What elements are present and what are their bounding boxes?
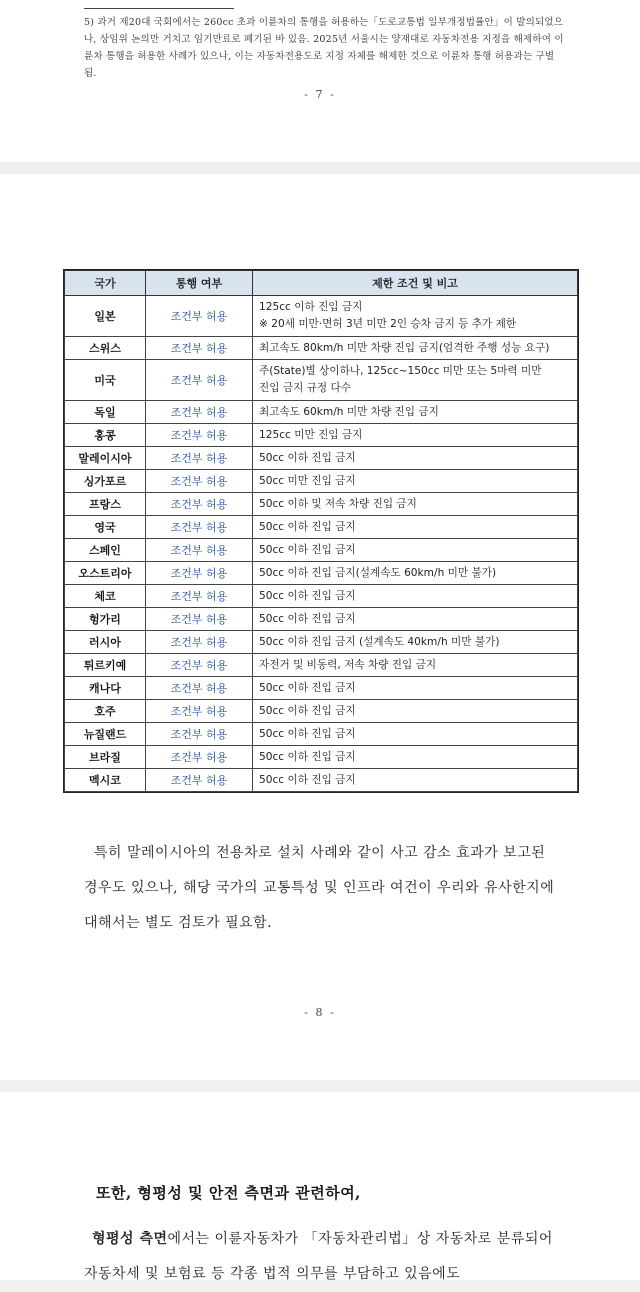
notes-cell [253,700,578,723]
table-row [65,493,578,516]
table-header-row [65,271,578,296]
note-line: 125cc 이하 진입 금지 [259,301,363,313]
country-cell: 스위스 [65,337,146,360]
table-row [65,700,578,723]
notes-cell [253,296,578,337]
note-line: 50cc 이하 진입 금지 (설계속도 40km/h 미만 불가) [259,635,500,648]
status-cell: 조건부 허용 [146,447,253,470]
status-cell: 조건부 허용 [146,746,253,769]
note-line: 125cc 미만 진입 금지 [259,428,363,441]
status-cell: 조건부 허용 [146,401,253,424]
table-row [65,424,578,447]
status-cell: 조건부 허용 [146,700,253,723]
bold-term: 형평성 측면 [92,1231,168,1247]
table-row [65,470,578,493]
status-cell: 조건부 허용 [146,585,253,608]
table-row [65,677,578,700]
country-cell: 말레이시아 [65,447,146,470]
note-line: 50cc 이하 진입 금지 [259,543,356,556]
note-line: 50cc 이하 진입 금지(설계속도 60km/h 미만 불가) [259,566,497,579]
table-row [65,296,578,337]
note-line: 50cc 이하 진입 금지 [259,681,356,694]
paragraph-text: 에서는 이륜자동차가 「자동차관리법」상 자동차로 분류되어 자동차세 및 보험료 등 각종 법적 의무를 부담하고 있음에도 [84,1231,553,1282]
country-cell: 멕시코 [65,769,146,792]
status-cell: 조건부 허용 [146,677,253,700]
notes-cell [253,585,578,608]
page-number: - 8 - [304,1006,336,1019]
table-row [65,746,578,769]
notes-cell [253,470,578,493]
notes-cell [253,447,578,470]
country-comparison-table [64,270,578,792]
table-row [65,631,578,654]
table-row [65,539,578,562]
notes-cell [253,516,578,539]
page-number: - 7 - [304,88,336,101]
notes-cell [253,654,578,677]
country-cell: 러시아 [65,631,146,654]
body-paragraph: 특히 말레이시아의 전용차로 설치 사례와 같이 사고 감소 효과가 보고된 경우도 있으나, 해당 국가의 교통특성 및 인프라 여건이 우리와 유사한지에 대해서는 별도 검토가 필요함. [84,845,555,931]
country-cell: 일본 [65,296,146,337]
country-cell: 호주 [65,700,146,723]
notes-cell [253,360,578,401]
country-cell: 체코 [65,585,146,608]
notes-cell [253,631,578,654]
status-cell: 조건부 허용 [146,631,253,654]
note-line: 자전거 및 비동력, 저속 차량 진입 금지 [259,658,437,671]
country-cell: 튀르키예 [65,654,146,677]
country-cell: 영국 [65,516,146,539]
status-cell: 조건부 허용 [146,470,253,493]
notes-cell [253,493,578,516]
footnote-5: 5) 과거 제20대 국회에서는 260cc 초과 이륜차의 통행을 허용하는「도로교통법 일부개정법률안」이 발의되었으나, 상임위 논의만 거치고 임기만료로 폐기된 바 있음. 2025년 서울시는 양재대로 자동차전용 지정을 해제하여 이륜차 통행을 허용한 사례가 있으나, 이는 자동차전용도로 지정 자체를 해제한 것으로 이륜차 통행 허용과는 구별됨. [84,17,564,79]
note-line: 50cc 이하 진입 금지 [259,773,356,786]
notes-cell [253,746,578,769]
note-line: 50cc 미만 진입 금지 [259,474,356,487]
status-cell: 조건부 허용 [146,608,253,631]
header-notes: 제한 조건 및 비고 [253,271,578,296]
country-cell: 브라질 [65,746,146,769]
notes-cell [253,424,578,447]
country-cell: 홍콩 [65,424,146,447]
note-line: 50cc 이하 및 저속 차량 진입 금지 [259,497,417,510]
status-cell: 조건부 허용 [146,723,253,746]
country-cell: 프랑스 [65,493,146,516]
table-row [65,516,578,539]
page-9 [0,1092,640,1280]
page-8 [0,174,640,1080]
table-body [65,296,578,792]
footnote-divider [84,8,234,9]
note-line: 50cc 이하 진입 금지 [259,704,356,717]
table-row [65,401,578,424]
status-cell: 조건부 허용 [146,296,253,337]
notes-cell [253,677,578,700]
note-line: 50cc 이하 진입 금지 [259,520,356,533]
note-line: 최고속도 80km/h 미만 차량 진입 금지(엄격한 주행 성능 요구) [259,341,550,354]
notes-cell [253,539,578,562]
country-cell: 캐나다 [65,677,146,700]
table-row [65,654,578,677]
country-cell: 뉴질랜드 [65,723,146,746]
notes-cell [253,401,578,424]
country-cell: 오스트리아 [65,562,146,585]
country-cell: 헝가리 [65,608,146,631]
country-cell: 스페인 [65,539,146,562]
notes-cell [253,337,578,360]
note-line: 50cc 이하 진입 금지 [259,451,356,464]
status-cell: 조건부 허용 [146,424,253,447]
status-cell: 조건부 허용 [146,539,253,562]
header-country: 국가 [65,271,146,296]
status-cell: 조건부 허용 [146,562,253,585]
section-heading: 또한, 형평성 및 안전 측면과 관련하여, [96,1184,361,1202]
note-line: 50cc 이하 진입 금지 [259,727,356,740]
note-line: 50cc 이하 진입 금지 [259,612,356,625]
note-line: 50cc 이하 진입 금지 [259,589,356,602]
status-cell: 조건부 허용 [146,769,253,792]
table-row [65,723,578,746]
page-7 [0,0,640,162]
table-row [65,608,578,631]
notes-cell [253,562,578,585]
status-cell: 조건부 허용 [146,337,253,360]
table-row [65,562,578,585]
note-line: 50cc 이하 진입 금지 [259,750,356,763]
header-status: 통행 여부 [146,271,253,296]
status-cell: 조건부 허용 [146,516,253,539]
status-cell: 조건부 허용 [146,360,253,401]
status-cell: 조건부 허용 [146,654,253,677]
country-cell: 독일 [65,401,146,424]
status-cell: 조건부 허용 [146,493,253,516]
note-line: 진입 금지 규정 다수 [259,382,351,394]
table-row [65,585,578,608]
body-paragraph [84,1222,560,1292]
notes-cell [253,723,578,746]
note-line: ※ 20세 미만·면허 3년 미만 2인 승차 금지 등 추가 제한 [259,318,517,330]
notes-cell [253,769,578,792]
country-cell: 미국 [65,360,146,401]
table-row [65,447,578,470]
country-cell: 싱가포르 [65,470,146,493]
note-line: 주(State)별 상이하나, 125cc~150cc 미만 또는 5마력 미만 [259,365,542,377]
table-row [65,769,578,792]
table-row [65,360,578,401]
note-line: 최고속도 60km/h 미만 차량 진입 금지 [259,405,439,418]
table-row [65,337,578,360]
notes-cell [253,608,578,631]
